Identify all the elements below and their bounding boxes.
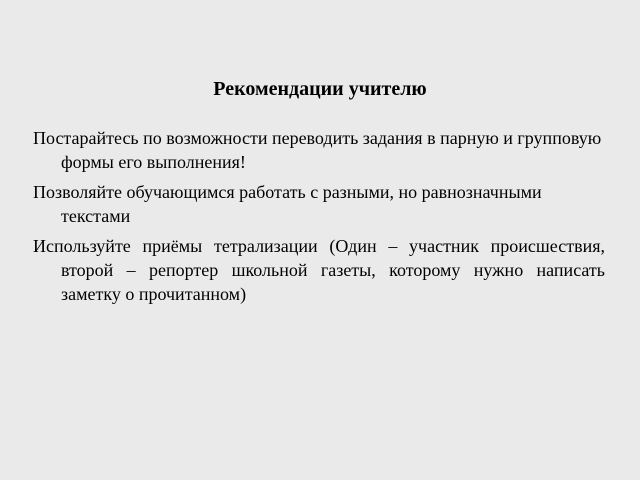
- recommendation-list: [33, 126, 605, 312]
- recommendation-paragraph: Используйте приёмы тетрализации (Один – участник происшествия, второй – репортер школьной газеты, которому нужно написать заметку о прочитанном): [33, 236, 605, 304]
- recommendation-paragraph: Позволяйте обучающимся работать с разными, но равнозначными текстами: [33, 182, 542, 226]
- recommendation-paragraph: Постарайтесь по возможности переводить задания в парную и групповую формы его выполнения!: [33, 128, 602, 172]
- slide-title: Рекомендации учителю: [213, 78, 427, 100]
